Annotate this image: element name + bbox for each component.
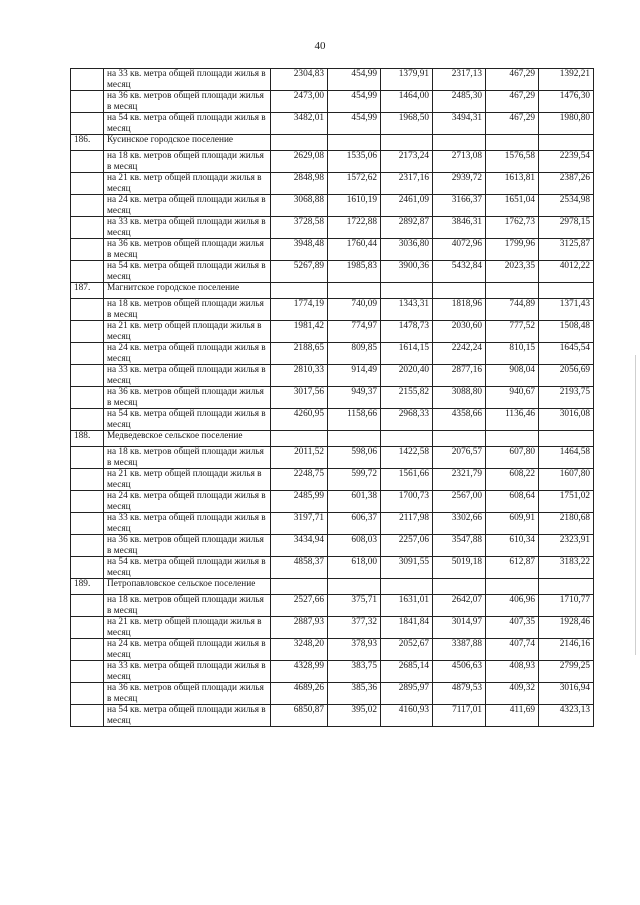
value-cell: 2020,40 bbox=[381, 365, 433, 387]
value-cell: 4858,37 bbox=[271, 557, 328, 579]
value-cell: 1343,31 bbox=[381, 299, 433, 321]
value-cell: 2895,97 bbox=[381, 683, 433, 705]
empty-cell bbox=[433, 579, 486, 595]
value-cell: 3948,48 bbox=[271, 239, 328, 261]
row-number-cell bbox=[71, 151, 104, 173]
value-cell: 601,38 bbox=[328, 491, 381, 513]
value-cell: 4689,26 bbox=[271, 683, 328, 705]
table-row bbox=[71, 91, 594, 113]
row-number-cell bbox=[71, 661, 104, 683]
value-cell: 609,91 bbox=[486, 513, 539, 535]
value-cell: 1981,42 bbox=[271, 321, 328, 343]
empty-cell bbox=[328, 135, 381, 151]
value-cell: 1968,50 bbox=[381, 113, 433, 135]
row-number-cell bbox=[71, 683, 104, 705]
table-row bbox=[71, 173, 594, 195]
value-cell: 375,71 bbox=[328, 595, 381, 617]
norm-label: на 54 кв. метра общей площади жилья в месяц bbox=[104, 557, 271, 579]
norm-label: на 33 кв. метра общей площади жилья в месяц bbox=[104, 365, 271, 387]
norm-label: на 36 кв. метров общей площади жилья в месяц bbox=[104, 239, 271, 261]
empty-cell bbox=[486, 431, 539, 447]
value-cell: 2146,16 bbox=[539, 639, 594, 661]
tariff-table-body bbox=[71, 69, 594, 727]
value-cell: 467,29 bbox=[486, 69, 539, 91]
value-cell: 2877,16 bbox=[433, 365, 486, 387]
value-cell: 4160,93 bbox=[381, 705, 433, 727]
value-cell: 3482,01 bbox=[271, 113, 328, 135]
section-number: 189. bbox=[71, 579, 104, 595]
value-cell: 1572,62 bbox=[328, 173, 381, 195]
value-cell: 2155,82 bbox=[381, 387, 433, 409]
table-row bbox=[71, 617, 594, 639]
empty-cell bbox=[381, 135, 433, 151]
value-cell: 2485,30 bbox=[433, 91, 486, 113]
value-cell: 1651,04 bbox=[486, 195, 539, 217]
norm-label: на 21 кв. метр общей площади жилья в месяц bbox=[104, 321, 271, 343]
norm-label: на 36 кв. метров общей площади жилья в месяц bbox=[104, 535, 271, 557]
value-cell: 612,87 bbox=[486, 557, 539, 579]
value-cell: 1476,30 bbox=[539, 91, 594, 113]
section-number: 186. bbox=[71, 135, 104, 151]
value-cell: 2968,33 bbox=[381, 409, 433, 431]
value-cell: 599,72 bbox=[328, 469, 381, 491]
value-cell: 3068,88 bbox=[271, 195, 328, 217]
value-cell: 3125,87 bbox=[539, 239, 594, 261]
value-cell: 2317,16 bbox=[381, 173, 433, 195]
table-row bbox=[71, 217, 594, 239]
value-cell: 2076,57 bbox=[433, 447, 486, 469]
value-cell: 1645,54 bbox=[539, 343, 594, 365]
norm-label: на 21 кв. метр общей площади жилья в месяц bbox=[104, 617, 271, 639]
empty-cell bbox=[328, 431, 381, 447]
value-cell: 3166,37 bbox=[433, 195, 486, 217]
value-cell: 1751,02 bbox=[539, 491, 594, 513]
row-number-cell bbox=[71, 217, 104, 239]
value-cell: 4260,95 bbox=[271, 409, 328, 431]
value-cell: 3088,80 bbox=[433, 387, 486, 409]
table-row bbox=[71, 469, 594, 491]
value-cell: 606,37 bbox=[328, 513, 381, 535]
value-cell: 2193,75 bbox=[539, 387, 594, 409]
value-cell: 1928,46 bbox=[539, 617, 594, 639]
norm-label: на 18 кв. метров общей площади жилья в месяц bbox=[104, 595, 271, 617]
value-cell: 1818,96 bbox=[433, 299, 486, 321]
value-cell: 1799,96 bbox=[486, 239, 539, 261]
value-cell: 2799,25 bbox=[539, 661, 594, 683]
empty-cell bbox=[381, 579, 433, 595]
value-cell: 407,35 bbox=[486, 617, 539, 639]
norm-label: на 54 кв. метра общей площади жилья в месяц bbox=[104, 113, 271, 135]
table-row bbox=[71, 595, 594, 617]
norm-label: на 21 кв. метр общей площади жилья в месяц bbox=[104, 469, 271, 491]
value-cell: 740,09 bbox=[328, 299, 381, 321]
value-cell: 3183,22 bbox=[539, 557, 594, 579]
table-row bbox=[71, 705, 594, 727]
table-row bbox=[71, 195, 594, 217]
value-cell: 3547,88 bbox=[433, 535, 486, 557]
value-cell: 406,96 bbox=[486, 595, 539, 617]
table-row bbox=[71, 151, 594, 173]
value-cell: 618,00 bbox=[328, 557, 381, 579]
value-cell: 4328,99 bbox=[271, 661, 328, 683]
value-cell: 744,89 bbox=[486, 299, 539, 321]
table-row bbox=[71, 387, 594, 409]
value-cell: 454,99 bbox=[328, 91, 381, 113]
row-number-cell bbox=[71, 491, 104, 513]
empty-cell bbox=[539, 283, 594, 299]
norm-label: на 18 кв. метров общей площади жилья в месяц bbox=[104, 151, 271, 173]
empty-cell bbox=[328, 283, 381, 299]
table-row bbox=[71, 491, 594, 513]
value-cell: 3091,55 bbox=[381, 557, 433, 579]
value-cell: 1464,58 bbox=[539, 447, 594, 469]
value-cell: 1762,73 bbox=[486, 217, 539, 239]
value-cell: 1985,83 bbox=[328, 261, 381, 283]
table-row bbox=[71, 409, 594, 431]
value-cell: 2848,98 bbox=[271, 173, 328, 195]
value-cell: 3434,94 bbox=[271, 535, 328, 557]
value-cell: 2629,08 bbox=[271, 151, 328, 173]
value-cell: 4879,53 bbox=[433, 683, 486, 705]
value-cell: 774,97 bbox=[328, 321, 381, 343]
value-cell: 2242,24 bbox=[433, 343, 486, 365]
value-cell: 1631,01 bbox=[381, 595, 433, 617]
value-cell: 2534,98 bbox=[539, 195, 594, 217]
value-cell: 1422,58 bbox=[381, 447, 433, 469]
norm-label: на 24 кв. метра общей площади жилья в месяц bbox=[104, 195, 271, 217]
empty-cell bbox=[433, 431, 486, 447]
value-cell: 3846,31 bbox=[433, 217, 486, 239]
row-number-cell bbox=[71, 113, 104, 135]
row-number-cell bbox=[71, 343, 104, 365]
empty-cell bbox=[539, 579, 594, 595]
value-cell: 1774,19 bbox=[271, 299, 328, 321]
value-cell: 4323,13 bbox=[539, 705, 594, 727]
value-cell: 2248,75 bbox=[271, 469, 328, 491]
norm-label: на 24 кв. метра общей площади жилья в месяц bbox=[104, 639, 271, 661]
row-number-cell bbox=[71, 365, 104, 387]
norm-label: на 21 кв. метр общей площади жилья в месяц bbox=[104, 173, 271, 195]
value-cell: 2188,65 bbox=[271, 343, 328, 365]
section-header-row bbox=[71, 283, 594, 299]
norm-label: на 24 кв. метра общей площади жилья в месяц bbox=[104, 343, 271, 365]
empty-cell bbox=[539, 431, 594, 447]
table-row bbox=[71, 69, 594, 91]
value-cell: 1980,80 bbox=[539, 113, 594, 135]
value-cell: 914,49 bbox=[328, 365, 381, 387]
value-cell: 2173,24 bbox=[381, 151, 433, 173]
table-row bbox=[71, 639, 594, 661]
value-cell: 810,15 bbox=[486, 343, 539, 365]
row-number-cell bbox=[71, 595, 104, 617]
norm-label: на 33 кв. метра общей площади жилья в месяц bbox=[104, 69, 271, 91]
value-cell: 2239,54 bbox=[539, 151, 594, 173]
value-cell: 3014,97 bbox=[433, 617, 486, 639]
value-cell: 383,75 bbox=[328, 661, 381, 683]
value-cell: 2461,09 bbox=[381, 195, 433, 217]
table-row bbox=[71, 513, 594, 535]
value-cell: 395,02 bbox=[328, 705, 381, 727]
value-cell: 2685,14 bbox=[381, 661, 433, 683]
value-cell: 1607,80 bbox=[539, 469, 594, 491]
value-cell: 1700,73 bbox=[381, 491, 433, 513]
value-cell: 1610,19 bbox=[328, 195, 381, 217]
empty-cell bbox=[381, 431, 433, 447]
value-cell: 1614,15 bbox=[381, 343, 433, 365]
empty-cell bbox=[539, 135, 594, 151]
value-cell: 454,99 bbox=[328, 113, 381, 135]
row-number-cell bbox=[71, 261, 104, 283]
scan-edge-line bbox=[635, 355, 636, 655]
table-row bbox=[71, 535, 594, 557]
value-cell: 7117,01 bbox=[433, 705, 486, 727]
value-cell: 3248,20 bbox=[271, 639, 328, 661]
value-cell: 3017,56 bbox=[271, 387, 328, 409]
value-cell: 2056,69 bbox=[539, 365, 594, 387]
value-cell: 3900,36 bbox=[381, 261, 433, 283]
section-header-row bbox=[71, 135, 594, 151]
settlement-name: Кусинское городское поселение bbox=[104, 135, 271, 151]
value-cell: 1392,21 bbox=[539, 69, 594, 91]
value-cell: 1841,84 bbox=[381, 617, 433, 639]
table-row bbox=[71, 239, 594, 261]
value-cell: 598,06 bbox=[328, 447, 381, 469]
value-cell: 407,74 bbox=[486, 639, 539, 661]
value-cell: 3728,58 bbox=[271, 217, 328, 239]
value-cell: 940,67 bbox=[486, 387, 539, 409]
value-cell: 2567,00 bbox=[433, 491, 486, 513]
value-cell: 408,93 bbox=[486, 661, 539, 683]
value-cell: 809,85 bbox=[328, 343, 381, 365]
row-number-cell bbox=[71, 239, 104, 261]
value-cell: 2321,79 bbox=[433, 469, 486, 491]
row-number-cell bbox=[71, 557, 104, 579]
tariff-table bbox=[70, 68, 594, 727]
norm-label: на 18 кв. метров общей площади жилья в месяц bbox=[104, 299, 271, 321]
value-cell: 608,22 bbox=[486, 469, 539, 491]
value-cell: 3036,80 bbox=[381, 239, 433, 261]
value-cell: 2939,72 bbox=[433, 173, 486, 195]
value-cell: 467,29 bbox=[486, 91, 539, 113]
value-cell: 2387,26 bbox=[539, 173, 594, 195]
norm-label: на 36 кв. метров общей площади жилья в месяц bbox=[104, 683, 271, 705]
value-cell: 1760,44 bbox=[328, 239, 381, 261]
section-number: 188. bbox=[71, 431, 104, 447]
norm-label: на 54 кв. метра общей площади жилья в месяц bbox=[104, 261, 271, 283]
value-cell: 3302,66 bbox=[433, 513, 486, 535]
row-number-cell bbox=[71, 321, 104, 343]
row-number-cell bbox=[71, 387, 104, 409]
value-cell: 607,80 bbox=[486, 447, 539, 469]
value-cell: 2892,87 bbox=[381, 217, 433, 239]
value-cell: 908,04 bbox=[486, 365, 539, 387]
value-cell: 2527,66 bbox=[271, 595, 328, 617]
value-cell: 2052,67 bbox=[381, 639, 433, 661]
value-cell: 2023,35 bbox=[486, 261, 539, 283]
value-cell: 4012,22 bbox=[539, 261, 594, 283]
value-cell: 2180,68 bbox=[539, 513, 594, 535]
section-header-row bbox=[71, 579, 594, 595]
value-cell: 1371,43 bbox=[539, 299, 594, 321]
table-row bbox=[71, 261, 594, 283]
table-row bbox=[71, 447, 594, 469]
row-number-cell bbox=[71, 173, 104, 195]
value-cell: 3016,08 bbox=[539, 409, 594, 431]
row-number-cell bbox=[71, 705, 104, 727]
value-cell: 3387,88 bbox=[433, 639, 486, 661]
empty-cell bbox=[381, 283, 433, 299]
table-row bbox=[71, 299, 594, 321]
settlement-name: Медведевское сельское поселение bbox=[104, 431, 271, 447]
empty-cell bbox=[486, 135, 539, 151]
norm-label: на 33 кв. метра общей площади жилья в месяц bbox=[104, 661, 271, 683]
value-cell: 5267,89 bbox=[271, 261, 328, 283]
row-number-cell bbox=[71, 535, 104, 557]
norm-label: на 36 кв. метров общей площади жилья в месяц bbox=[104, 387, 271, 409]
value-cell: 1464,00 bbox=[381, 91, 433, 113]
value-cell: 377,32 bbox=[328, 617, 381, 639]
value-cell: 949,37 bbox=[328, 387, 381, 409]
value-cell: 2810,33 bbox=[271, 365, 328, 387]
norm-label: на 54 кв. метра общей площади жилья в месяц bbox=[104, 705, 271, 727]
row-number-cell bbox=[71, 409, 104, 431]
table-row bbox=[71, 321, 594, 343]
value-cell: 409,32 bbox=[486, 683, 539, 705]
value-cell: 2257,06 bbox=[381, 535, 433, 557]
value-cell: 1710,77 bbox=[539, 595, 594, 617]
value-cell: 378,93 bbox=[328, 639, 381, 661]
value-cell: 1379,91 bbox=[381, 69, 433, 91]
value-cell: 6850,87 bbox=[271, 705, 328, 727]
table-row bbox=[71, 683, 594, 705]
value-cell: 2642,07 bbox=[433, 595, 486, 617]
table-row bbox=[71, 557, 594, 579]
empty-cell bbox=[486, 283, 539, 299]
norm-label: на 54 кв. метра общей площади жилья в месяц bbox=[104, 409, 271, 431]
value-cell: 3197,71 bbox=[271, 513, 328, 535]
row-number-cell bbox=[71, 469, 104, 491]
empty-cell bbox=[271, 283, 328, 299]
value-cell: 5019,18 bbox=[433, 557, 486, 579]
row-number-cell bbox=[71, 195, 104, 217]
norm-label: на 18 кв. метров общей площади жилья в месяц bbox=[104, 447, 271, 469]
row-number-cell bbox=[71, 447, 104, 469]
value-cell: 1561,66 bbox=[381, 469, 433, 491]
value-cell: 2978,15 bbox=[539, 217, 594, 239]
value-cell: 411,69 bbox=[486, 705, 539, 727]
table-row bbox=[71, 365, 594, 387]
value-cell: 608,64 bbox=[486, 491, 539, 513]
value-cell: 4506,63 bbox=[433, 661, 486, 683]
norm-label: на 33 кв. метра общей площади жилья в месяц bbox=[104, 217, 271, 239]
row-number-cell bbox=[71, 639, 104, 661]
row-number-cell bbox=[71, 513, 104, 535]
value-cell: 2485,99 bbox=[271, 491, 328, 513]
empty-cell bbox=[271, 135, 328, 151]
settlement-name: Магнитское городское поселение bbox=[104, 283, 271, 299]
value-cell: 2317,13 bbox=[433, 69, 486, 91]
value-cell: 4072,96 bbox=[433, 239, 486, 261]
empty-cell bbox=[486, 579, 539, 595]
row-number-cell bbox=[71, 69, 104, 91]
norm-label: на 33 кв. метра общей площади жилья в месяц bbox=[104, 513, 271, 535]
norm-label: на 36 кв. метров общей площади жилья в месяц bbox=[104, 91, 271, 113]
value-cell: 1478,73 bbox=[381, 321, 433, 343]
value-cell: 1576,58 bbox=[486, 151, 539, 173]
value-cell: 610,34 bbox=[486, 535, 539, 557]
table-row bbox=[71, 113, 594, 135]
empty-cell bbox=[433, 135, 486, 151]
row-number-cell bbox=[71, 299, 104, 321]
value-cell: 2304,83 bbox=[271, 69, 328, 91]
value-cell: 1613,81 bbox=[486, 173, 539, 195]
value-cell: 385,36 bbox=[328, 683, 381, 705]
value-cell: 2887,93 bbox=[271, 617, 328, 639]
value-cell: 1136,46 bbox=[486, 409, 539, 431]
settlement-name: Петропавловское сельское поселение bbox=[104, 579, 271, 595]
value-cell: 1535,06 bbox=[328, 151, 381, 173]
value-cell: 4358,66 bbox=[433, 409, 486, 431]
empty-cell bbox=[271, 431, 328, 447]
value-cell: 3016,94 bbox=[539, 683, 594, 705]
value-cell: 454,99 bbox=[328, 69, 381, 91]
section-number: 187. bbox=[71, 283, 104, 299]
value-cell: 2011,52 bbox=[271, 447, 328, 469]
value-cell: 2323,91 bbox=[539, 535, 594, 557]
row-number-cell bbox=[71, 617, 104, 639]
value-cell: 467,29 bbox=[486, 113, 539, 135]
value-cell: 2713,08 bbox=[433, 151, 486, 173]
value-cell: 777,52 bbox=[486, 321, 539, 343]
value-cell: 1722,88 bbox=[328, 217, 381, 239]
section-header-row bbox=[71, 431, 594, 447]
empty-cell bbox=[433, 283, 486, 299]
table-row bbox=[71, 343, 594, 365]
empty-cell bbox=[328, 579, 381, 595]
value-cell: 1508,48 bbox=[539, 321, 594, 343]
norm-label: на 24 кв. метра общей площади жилья в месяц bbox=[104, 491, 271, 513]
value-cell: 2117,98 bbox=[381, 513, 433, 535]
row-number-cell bbox=[71, 91, 104, 113]
value-cell: 3494,31 bbox=[433, 113, 486, 135]
value-cell: 5432,84 bbox=[433, 261, 486, 283]
value-cell: 1158,66 bbox=[328, 409, 381, 431]
page-number: 40 bbox=[314, 40, 326, 52]
value-cell: 608,03 bbox=[328, 535, 381, 557]
value-cell: 2473,00 bbox=[271, 91, 328, 113]
table-row bbox=[71, 661, 594, 683]
empty-cell bbox=[271, 579, 328, 595]
value-cell: 2030,60 bbox=[433, 321, 486, 343]
